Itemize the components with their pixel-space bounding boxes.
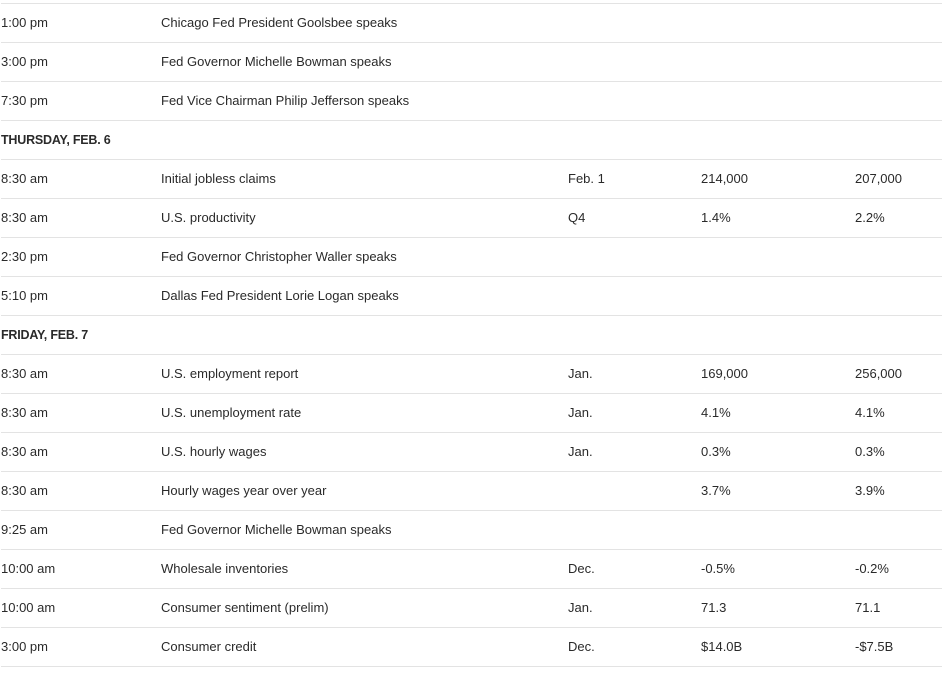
time-cell: 1:00 pm [1,15,48,30]
event-cell: U.S. hourly wages [161,444,267,459]
period-cell: Jan. [568,444,593,459]
period-cell: Dec. [568,639,595,654]
forecast-cell: 3.9% [855,483,885,498]
period-cell: Jan. [568,405,593,420]
event-cell: Dallas Fed President Lorie Logan speaks [161,288,399,303]
time-cell: 8:30 am [1,366,48,381]
forecast-cell: 0.3% [855,444,885,459]
event-cell: Chicago Fed President Goolsbee speaks [161,15,398,30]
actual-cell: $14.0B [701,639,743,654]
table-row [1,550,942,589]
forecast-cell: 256,000 [855,366,902,381]
time-cell: 8:30 am [1,444,48,459]
time-cell: 2:30 pm [1,249,48,264]
forecast-cell: 2.2% [855,210,885,225]
table-row [1,394,942,433]
event-cell: U.S. productivity [161,210,256,225]
time-cell: 8:30 am [1,405,48,420]
day-header: FRIDAY, FEB. 7 [1,328,89,342]
time-cell: 9:25 am [1,522,48,537]
time-cell: 7:30 pm [1,93,48,108]
actual-cell: 1.4% [701,210,731,225]
actual-cell: -0.5% [701,561,735,576]
table-row [1,472,942,511]
event-cell: Fed Vice Chairman Philip Jefferson speaks [161,93,410,108]
event-cell: Consumer sentiment (prelim) [161,600,329,615]
period-cell: Jan. [568,366,593,381]
time-cell: 8:30 am [1,171,48,186]
event-cell: Fed Governor Christopher Waller speaks [161,249,397,264]
forecast-cell: 207,000 [855,171,902,186]
table-row [1,355,942,394]
actual-cell: 3.7% [701,483,731,498]
table-row [1,433,942,472]
table-row [1,43,942,82]
table-row [1,4,942,43]
event-cell: U.S. unemployment rate [161,405,302,420]
time-cell: 5:10 pm [1,288,48,303]
period-cell: Jan. [568,600,593,615]
time-cell: 3:00 pm [1,639,48,654]
event-cell: Consumer credit [161,639,257,654]
event-cell: Initial jobless claims [161,171,276,186]
time-cell: 8:30 am [1,483,48,498]
period-cell: Dec. [568,561,595,576]
time-cell: 3:00 pm [1,54,48,69]
table-row [1,628,942,667]
actual-cell: 0.3% [701,444,731,459]
period-cell: Q4 [568,210,586,225]
table-row [1,511,942,550]
actual-cell: 71.3 [701,600,727,615]
table-row [1,199,942,238]
day-header-row [1,121,942,160]
event-cell: Fed Governor Michelle Bowman speaks [161,54,392,69]
time-cell: 10:00 am [1,600,56,615]
forecast-cell: 4.1% [855,405,885,420]
event-cell: Wholesale inventories [161,561,289,576]
event-cell: Hourly wages year over year [161,483,327,498]
economic-calendar-table [1,3,942,667]
day-header: THURSDAY, FEB. 6 [1,133,111,147]
actual-cell: 4.1% [701,405,731,420]
table-row [1,589,942,628]
event-cell: Fed Governor Michelle Bowman speaks [161,522,392,537]
event-cell: U.S. employment report [161,366,299,381]
time-cell: 10:00 am [1,561,56,576]
table-row [1,277,942,316]
day-header-row [1,316,942,355]
forecast-cell: 71.1 [855,600,881,615]
table-row [1,238,942,277]
table-row [1,160,942,199]
forecast-cell: -0.2% [855,561,889,576]
period-cell: Feb. 1 [568,171,605,186]
table-row [1,82,942,121]
actual-cell: 214,000 [701,171,748,186]
time-cell: 8:30 am [1,210,48,225]
forecast-cell: -$7.5B [855,639,894,654]
actual-cell: 169,000 [701,366,748,381]
